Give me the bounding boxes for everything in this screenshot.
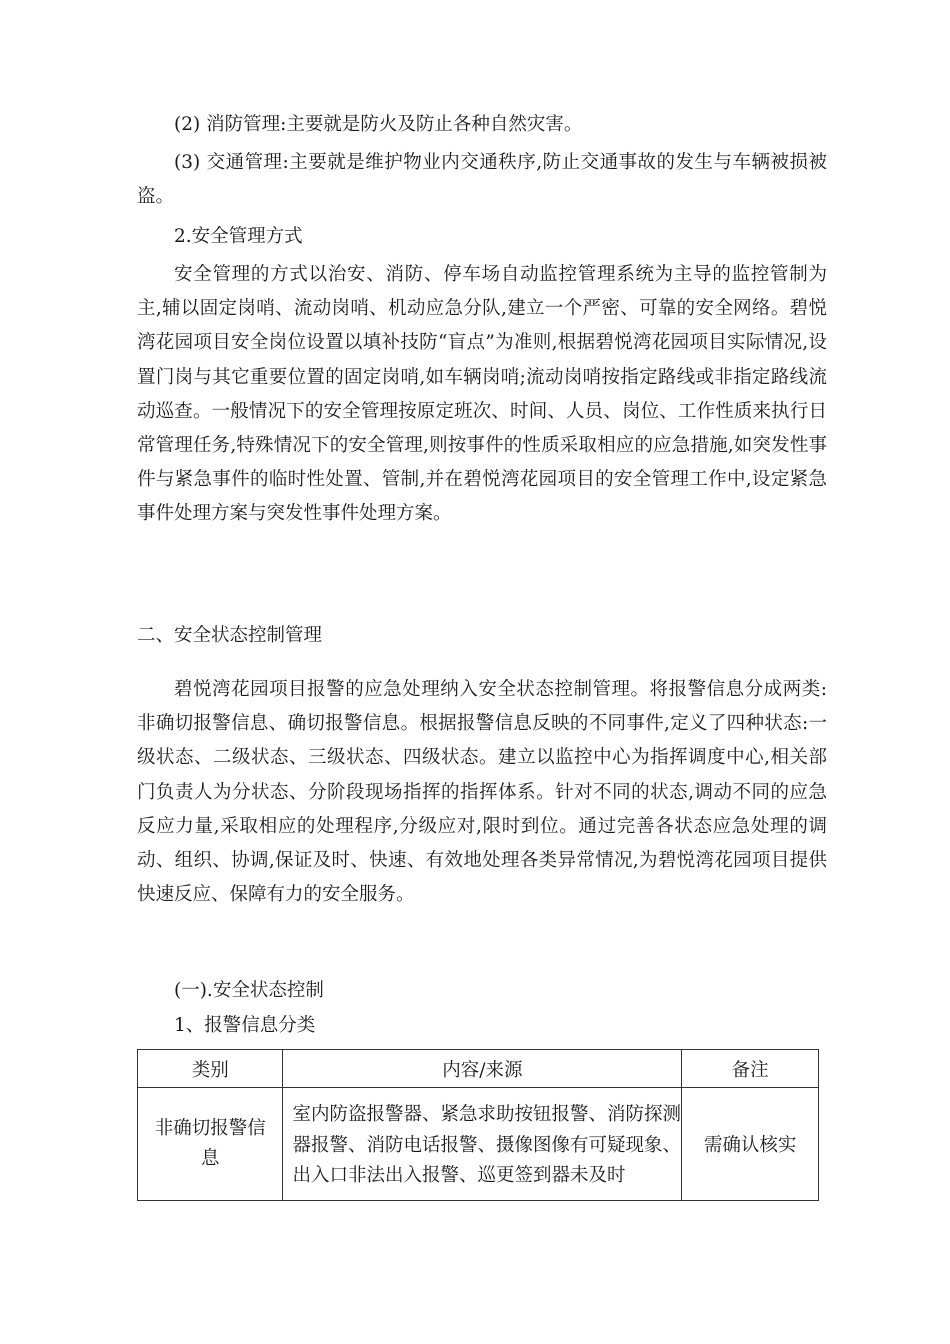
state-control-text: 碧悦湾花园项目报警的应急处理纳入安全状态控制管理。将报警信息分成两类:非确切报警信息、确切报警信息。根据报警信息反映的不同事件,定义了四种状态:一级状态、二级状态、三级状态、四级状态。建立以监控中心为指挥调度中心,相关部门负责人为分状态、分阶段现场指挥的指挥体系。针对不同的状态,调动不同的应急反应力量,采取相应的处理程序,分级应对,限时到位。通过完善各状态应急处理的调动、组织、协调,保证及时、快速、有效地处理各类异常情况,为碧悦湾花园项目提供快速反应、保障有力的安全服务。 [137, 679, 827, 906]
paragraph-state-control [137, 673, 827, 912]
cell-category [138, 1088, 283, 1201]
header-category: 类别 [138, 1050, 283, 1088]
paragraph-safety-methods [137, 258, 827, 532]
safety-methods-text: 安全管理的方式以治安、消防、停车场自动监控管理系统为主导的监控管制为主,辅以固定岗哨、流动岗哨、机动应急分队,建立一个严密、可靠的安全网络。碧悦湾花园项目安全岗位设置以填补技防“盲点”为准则,根据碧悦湾花园项目实际情况,设置门岗与其它重要位置的固定岗哨,如车辆岗哨;流动岗哨按指定路线或非指定路线流动巡查。一般情况下的安全管理按原定班次、时间、人员、岗位、工作性质来执行日常管理任务,特殊情况下的安全管理,则按事件的性质采取相应的应急措施,如突发性事件与紧急事件的临时性处置、管制,并在碧悦湾花园项目的安全管理工作中,设定紧急事件处理方案与突发性事件处理方案。 [137, 264, 827, 525]
subsection-title: (一).安全状态控制 [174, 980, 324, 1001]
header-content: 内容/来源 [283, 1050, 682, 1088]
table-row [138, 1088, 819, 1201]
table-header-row [138, 1050, 819, 1088]
cell-note: 需确认核实 [682, 1088, 819, 1201]
header-note: 备注 [682, 1050, 819, 1088]
category-text: 非确切报警信息 [154, 1118, 266, 1169]
list-item-fire-management: (2) 消防管理:主要就是防火及防止各种自然灾害。 [174, 114, 583, 135]
alarm-classification-table [137, 1049, 819, 1201]
traffic-management-text: (3) 交通管理:主要就是维护物业内交通秩序,防止交通事故的发生与车辆被损被盗。 [137, 152, 827, 208]
subsubsection-title: 1、报警信息分类 [174, 1015, 316, 1036]
heading-safety-methods: 2.安全管理方式 [174, 226, 303, 247]
section-title: 二、安全状态控制管理 [137, 625, 323, 646]
cell-content: 室内防盗报警器、紧急求助按钮报警、消防探测器报警、消防电话报警、摄像图像有可疑现象、出入口非法出入报警、巡更签到器未及时 [283, 1088, 682, 1201]
list-item-traffic-management [137, 146, 827, 214]
